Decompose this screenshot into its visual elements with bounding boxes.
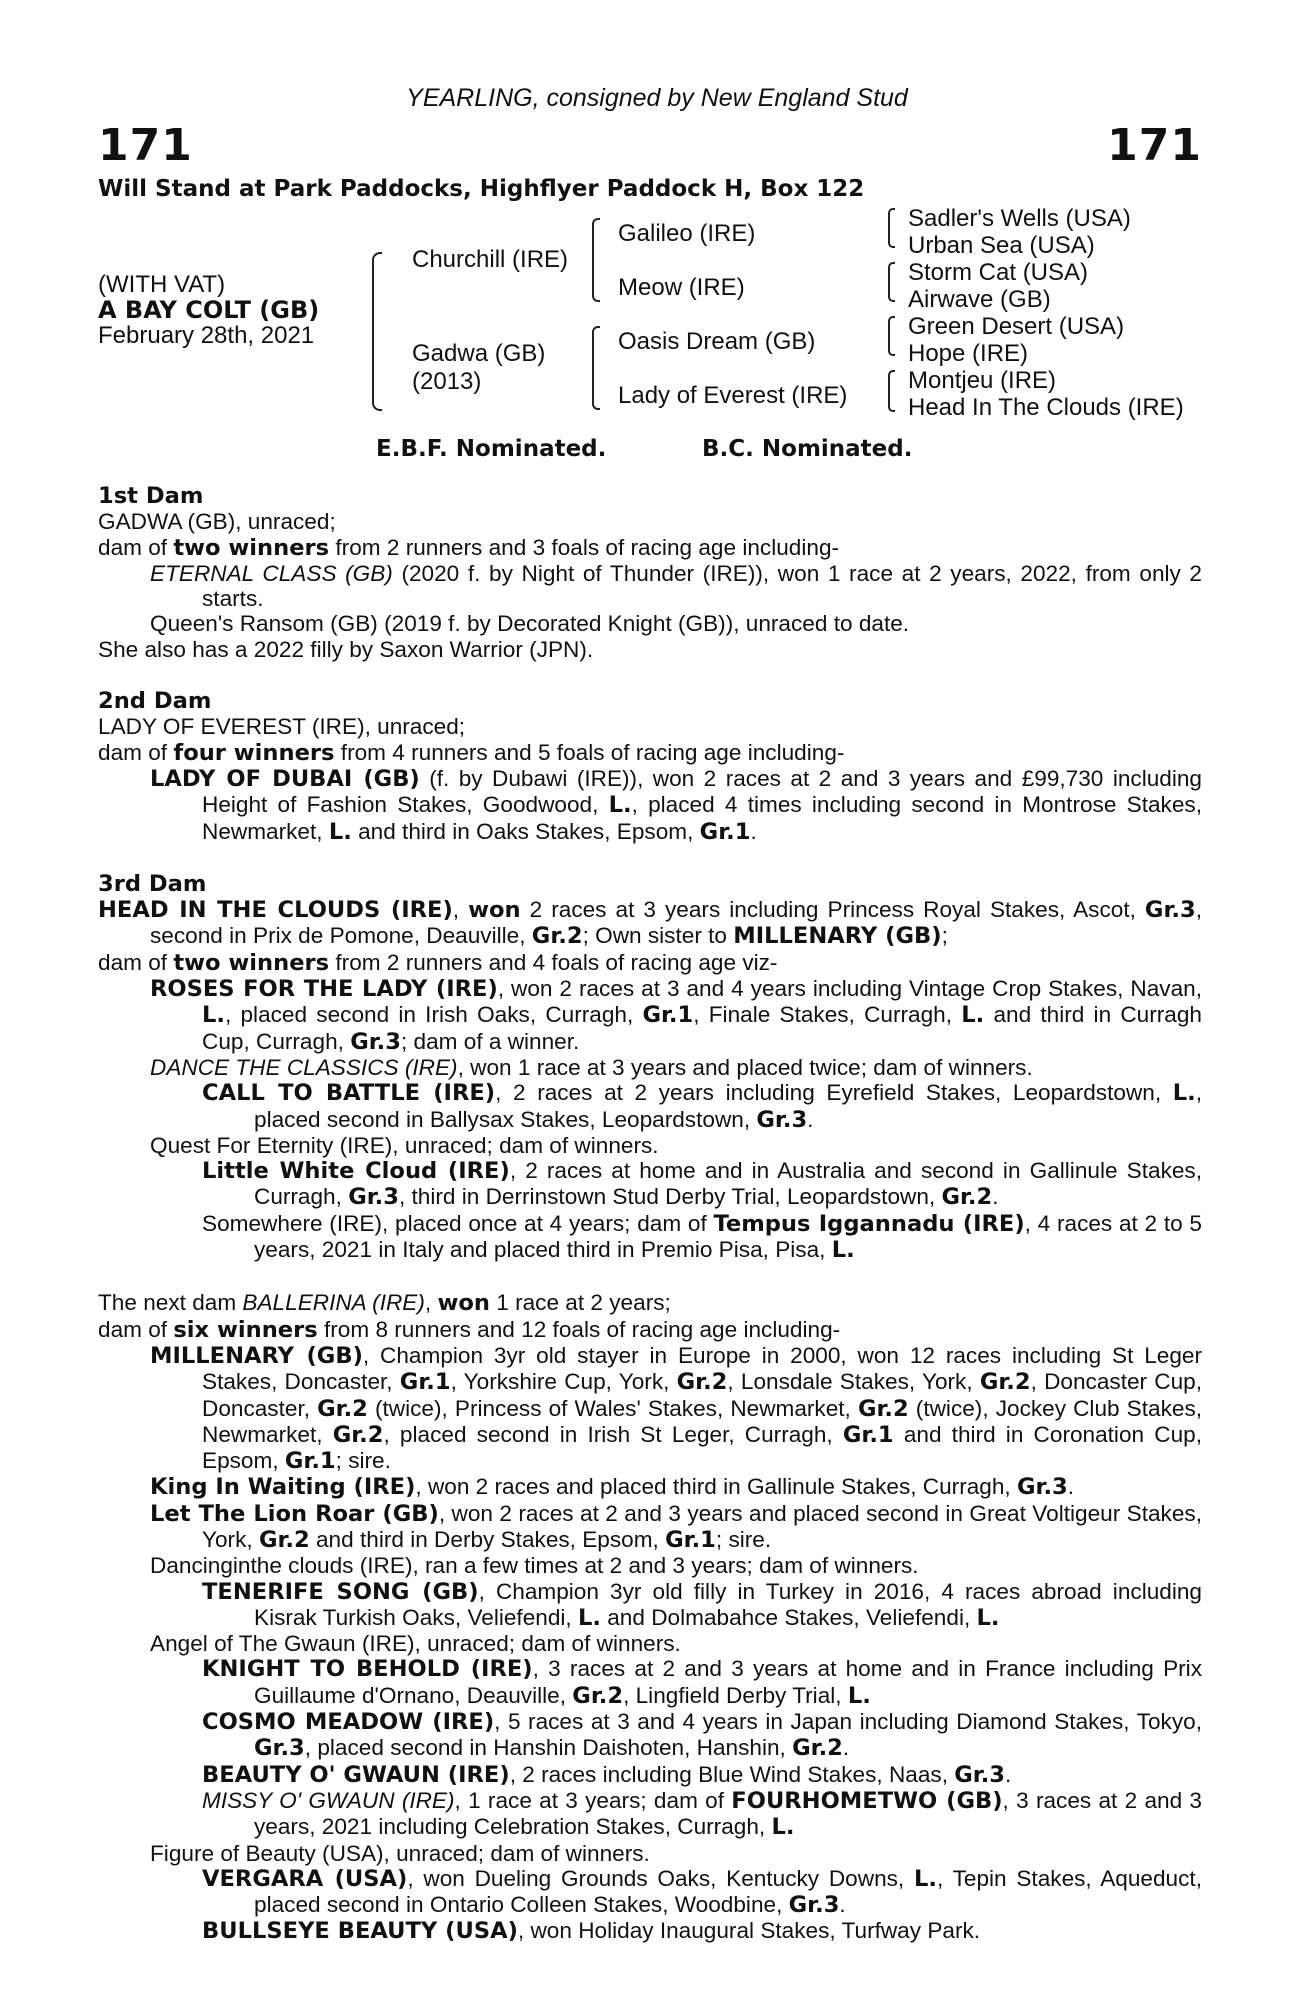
produce-entry: DANCE THE CLASSICS (IRE), won 1 race at 3 years and placed twice; dam of winners. — [150, 1054, 1033, 1080]
produce-entry: MISSY O' GWAUN (IRE), 1 race at 3 years; dam of FOURHOMETWO (GB), 3 races at 2 and 3 years, 2021 including Celebration Stakes, Curragh, L. — [202, 1787, 1202, 1841]
pedigree-brace-g2 — [888, 262, 895, 302]
produce-entry: Figure of Beauty (USA), unraced; dam of winners. — [150, 1840, 650, 1866]
lot-number-left: 171 — [98, 120, 193, 171]
produce-entry: Queen's Ransom (GB) (2019 f. by Decorated Knight (GB)), unraced to date. — [150, 611, 910, 637]
pedigree-brace-dam — [592, 326, 600, 410]
pedigree-ggp-2: Urban Sea (USA) — [908, 232, 1095, 259]
pedigree-sire-sire: Galileo (IRE) — [618, 220, 756, 247]
dam-produce-summary: dam of two winners from 2 runners and 3 foals of racing age including- — [98, 534, 840, 561]
pedigree-brace-sire — [592, 218, 600, 302]
dam-line: LADY OF EVEREST (IRE), unraced; — [98, 714, 466, 740]
produce-entry: BEAUTY O' GWAUN (IRE), 2 races including Blue Wind Stakes, Naas, Gr.3. — [202, 1761, 1012, 1788]
page-subtitle: YEARLING, consigned by New England Stud — [406, 84, 908, 112]
pedigree-ggp-5: Green Desert (USA) — [908, 313, 1125, 340]
pedigree-dam-dam: Lady of Everest (IRE) — [618, 382, 848, 409]
produce-entry: BULLSEYE BEAUTY (USA), won Holiday Inaugural Stakes, Turfway Park. — [202, 1918, 981, 1945]
pedigree-brace-g3 — [888, 316, 895, 356]
produce-entry: Dancinginthe clouds (IRE), ran a few times at 2 and 3 years; dam of winners. — [150, 1553, 919, 1579]
dam-produce-summary: dam of two winners from 2 runners and 4 foals of racing age viz- — [98, 949, 778, 976]
pedigree-ggp-7: Montjeu (IRE) — [908, 367, 1057, 394]
produce-entry: LADY OF DUBAI (GB) (f. by Dubawi (IRE)), won 2 races at 2 and 3 years and £99,730 including Height of Fashion Stakes, Goodwood, L., placed 4 times including second in Montrose Stakes, Newmarket, L. and third in Oaks Stakes, Epsom, Gr.1. — [150, 765, 1202, 845]
dam-line: HEAD IN THE CLOUDS (IRE), won 2 races at 3 years including Princess Royal Stakes, Ascot, Gr.3, second in Prix de Pomone, Deauville, Gr.2; Own sister to MILLENARY (GB); — [98, 897, 1202, 950]
pedigree-sire: Churchill (IRE) — [412, 246, 569, 273]
produce-entry: ROSES FOR THE LADY (IRE), won 2 races at 3 and 4 years including Vintage Crop Stakes, Navan, L., placed second in Irish Oaks, Curragh, Gr.1, Finale Stakes, Curragh, L. and third in Curragh Cup, Curragh, Gr.3; dam of a winner. — [150, 976, 1202, 1055]
section-heading-1st-dam: 1st Dam — [98, 483, 204, 509]
section-heading-2nd-dam: 2nd Dam — [98, 688, 212, 715]
dam-line: The next dam BALLERINA (IRE), won 1 race at 2 years; — [98, 1290, 671, 1317]
pedigree-dam-year: (2013) — [412, 368, 482, 395]
pedigree-brace-g4 — [888, 370, 895, 412]
dam-line: GADWA (GB), unraced; — [98, 509, 336, 535]
catalogue-body — [98, 484, 1202, 1945]
horse-name: A BAY COLT (GB) — [98, 296, 320, 324]
bc-nominated: B.C. Nominated. — [702, 436, 913, 462]
produce-entry: King In Waiting (IRE), won 2 races and placed third in Gallinule Stakes, Curragh, Gr.3. — [150, 1474, 1075, 1501]
pedigree-ggp-4: Airwave (GB) — [908, 286, 1051, 313]
produce-entry: VERGARA (USA), won Dueling Grounds Oaks, Kentucky Downs, L., Tepin Stakes, Aqueduct, placed second in Ontario Colleen Stakes, Woodbine, Gr.3. — [202, 1865, 1202, 1919]
stand-location: Will Stand at Park Paddocks, Highflyer Paddock H, Box 122 — [98, 176, 865, 202]
lot-number-right: 171 — [1107, 120, 1202, 171]
dam-produce-summary: dam of six winners from 8 runners and 12 foals of racing age including- — [98, 1316, 841, 1343]
produce-entry: Little White Cloud (IRE), 2 races at home and in Australia and second in Gallinule Stakes, Curragh, Gr.3, third in Derrinstown Stud Derby Trial, Leopardstown, Gr.2. — [202, 1158, 1203, 1211]
produce-entry: Angel of The Gwaun (IRE), unraced; dam of winners. — [150, 1631, 681, 1657]
vat-note: (WITH VAT) — [98, 271, 226, 298]
produce-entry: MILLENARY (GB), Champion 3yr old stayer in Europe in 2000, won 12 races including St Leger Stakes, Doncaster, Gr.1, Yorkshire Cup, York, Gr.2, Lonsdale Stakes, York, Gr.2, Doncaster Cup, Doncaster, Gr.2 (twice), Princess of Wales' Stakes, Newmarket, Gr.2 (twice), Jockey Club Stakes, Newmarket, Gr.2, placed second in Irish St Leger, Curragh, Gr.1 and third in Coronation Cup, Epsom, Gr.1; sire. — [150, 1342, 1203, 1475]
produce-entry: KNIGHT TO BEHOLD (IRE), 3 races at 2 and 3 years at home and in France including Prix Guillaume d'Ornano, Deauville, Gr.2, Lingfield Derby Trial, L. — [202, 1656, 1203, 1709]
pedigree-sire-dam: Meow (IRE) — [618, 274, 745, 301]
produce-entry: Quest For Eternity (IRE), unraced; dam of winners. — [150, 1132, 659, 1158]
produce-entry: Somewhere (IRE), placed once at 4 years; dam of Tempus Iggannadu (IRE), 4 races at 2 to 5 years, 2021 in Italy and placed third in Premio Pisa, Pisa, L. — [202, 1210, 1202, 1264]
pedigree-ggp-1: Sadler's Wells (USA) — [908, 205, 1131, 232]
pedigree-ggp-3: Storm Cat (USA) — [908, 259, 1089, 286]
pedigree-brace-main — [372, 252, 382, 411]
dam-produce-summary: dam of four winners from 4 runners and 5 foals of racing age including- — [98, 739, 845, 766]
produce-note: She also has a 2022 filly by Saxon Warrior (JPN). — [98, 636, 594, 662]
produce-entry: CALL TO BATTLE (IRE), 2 races at 2 years including Eyrefield Stakes, Leopardstown, L., placed second in Ballysax Stakes, Leopardstown, Gr.3. — [202, 1080, 1202, 1133]
produce-entry: TENERIFE SONG (GB), Champion 3yr old filly in Turkey in 2016, 4 races abroad including Kisrak Turkish Oaks, Veliefendi, L. and Dolmabahce Stakes, Veliefendi, L. — [202, 1578, 1202, 1631]
pedigree-brace-g1 — [888, 208, 895, 248]
produce-entry: COSMO MEADOW (IRE), 5 races at 3 and 4 years in Japan including Diamond Stakes, Tokyo, Gr.3, placed second in Hanshin Daishoten, Hanshin, Gr.2. — [202, 1709, 1202, 1762]
foaling-date: February 28th, 2021 — [98, 322, 315, 349]
pedigree-ggp-8: Head In The Clouds (IRE) — [908, 394, 1184, 421]
produce-entry: Let The Lion Roar (GB), won 2 races at 2 and 3 years and placed second in Great Voltigeur Stakes, York, Gr.2 and third in Derby Stakes, Epsom, Gr.1; sire. — [150, 1500, 1202, 1553]
pedigree-dam: Gadwa (GB) — [412, 340, 546, 367]
ebf-nominated: E.B.F. Nominated. — [376, 436, 607, 462]
pedigree-ggp-6: Hope (IRE) — [908, 340, 1029, 367]
section-heading-3rd-dam: 3rd Dam — [98, 870, 207, 897]
pedigree-dam-sire: Oasis Dream (GB) — [618, 328, 816, 355]
produce-entry: ETERNAL CLASS (GB) (2020 f. by Night of Thunder (IRE)), won 1 race at 2 years, 2022, from only 2 starts. — [150, 560, 1203, 612]
